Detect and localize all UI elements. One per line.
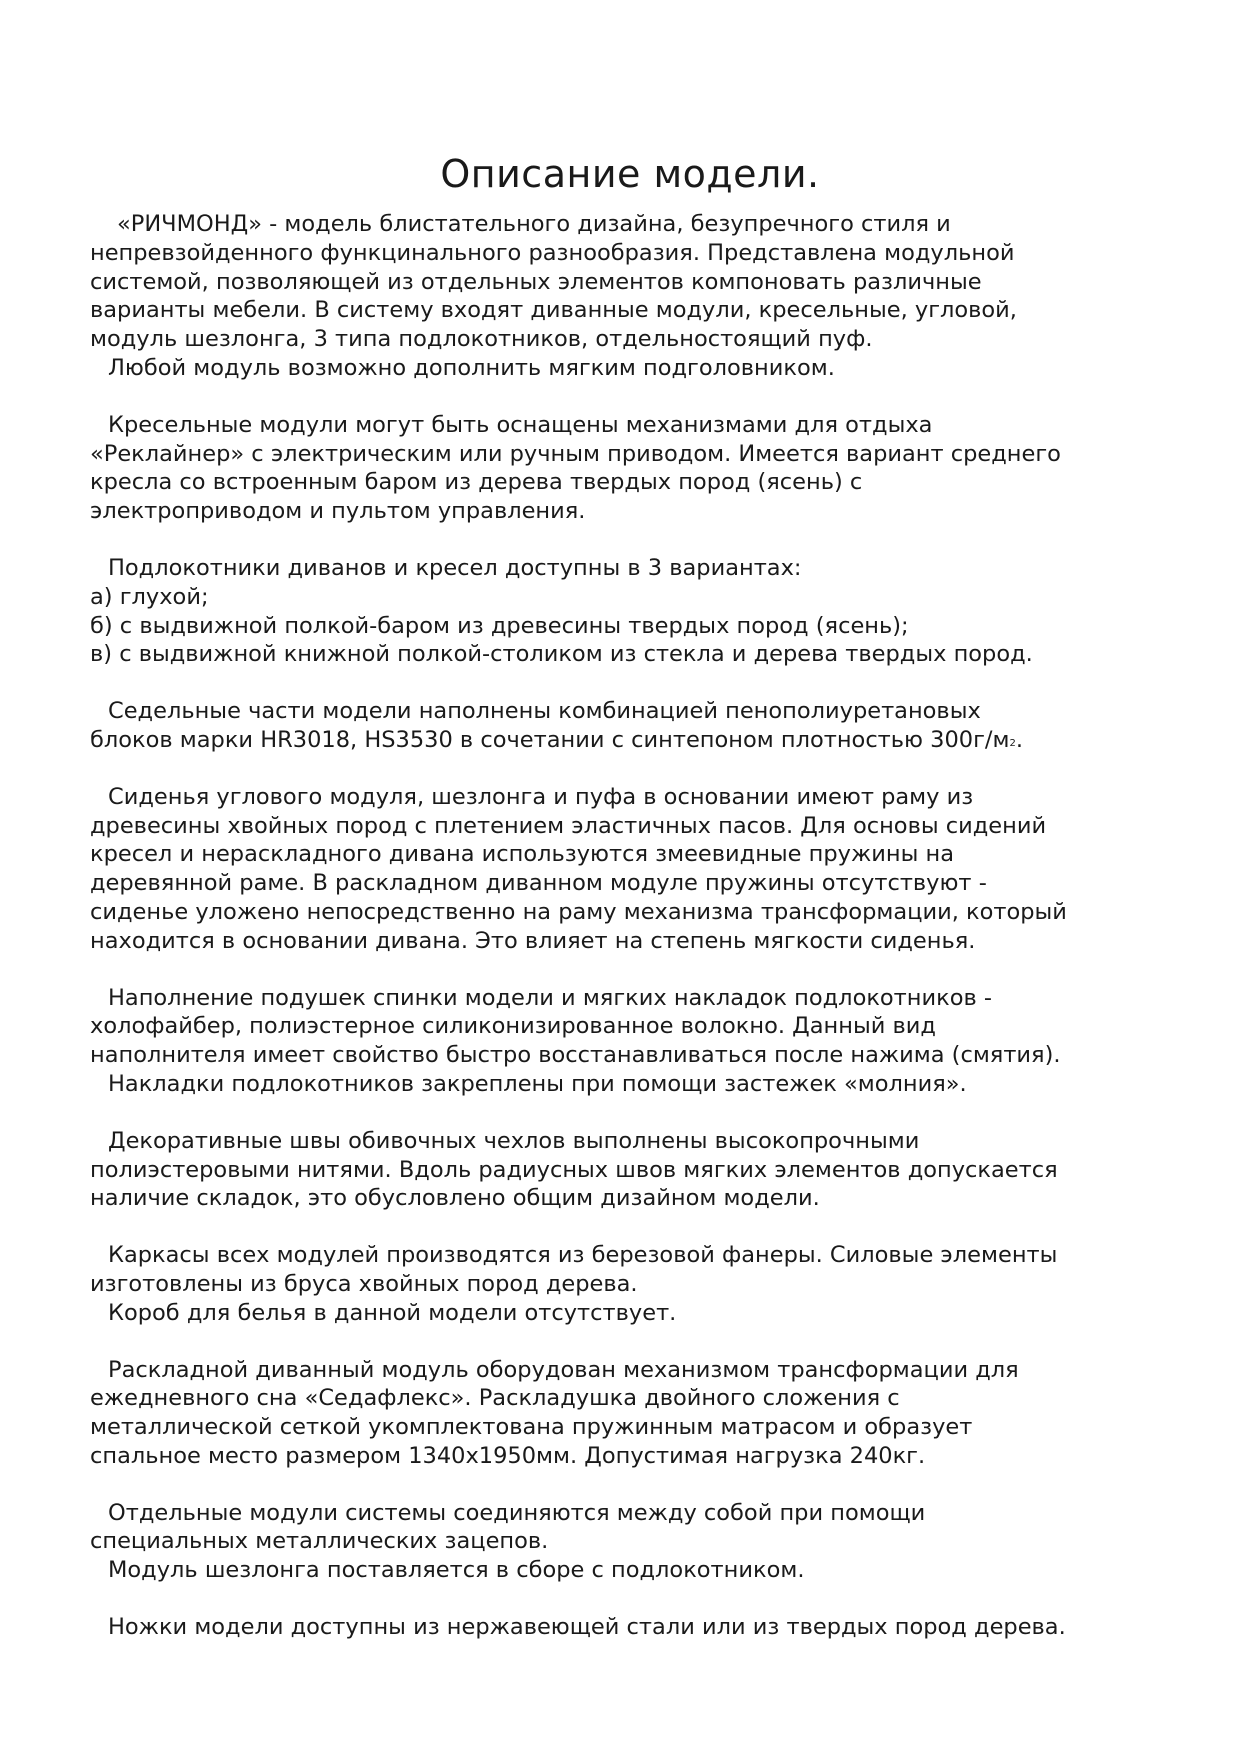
text-line: наполнителя имеет свойство быстро восстанавливаться после нажима (смятия). (90, 1042, 1061, 1069)
text-line: Модуль шезлонга поставляется в сборе с подлокотником. (108, 1557, 805, 1584)
text-line: варианты мебели. В систему входят диванные модули, кресельные, угловой, (90, 297, 1017, 324)
paragraph-cushion-filling (90, 984, 1170, 1099)
text-line: системой, позволяющей из отдельных элементов компоновать различные (90, 268, 982, 295)
text-line: Наполнение подушек спинки модели и мягких накладок подлокотников - (108, 984, 993, 1011)
text-line: кресла со встроенным баром из дерева твердых пород (ясень) с (90, 469, 863, 496)
text-line: Декоративные швы обивочных чехлов выполнены высокопрочными (108, 1127, 920, 1154)
document-page (90, 150, 1170, 1670)
text-line: электроприводом и пультом управления. (90, 498, 586, 525)
text-line: Кресельные модули могут быть оснащены механизмами для отдыха (108, 411, 933, 438)
paragraph-seat-filling (90, 697, 1170, 755)
text-line: спальное место размером 1340х1950мм. Допустимая нагрузка 240кг. (90, 1442, 926, 1469)
text-line: непревзойденного функцинального разнообразия. Представлена модульной (90, 239, 1015, 266)
text-line: металлической сеткой укомплектована пружинным матрасом и образует (90, 1414, 973, 1441)
superscript: 2 (1009, 737, 1016, 749)
paragraph-legs (90, 1613, 1170, 1642)
text-line: сиденье уложено непосредственно на раму механизма трансформации, который (90, 898, 1067, 925)
list-item: а) глухой; (90, 583, 209, 610)
text-line: кресел и нераскладного дивана используются змеевидные пружины на (90, 841, 954, 868)
paragraph-seat-frames (90, 783, 1170, 956)
text-line: древесины хвойных пород с плетением эластичных пасов. Для основы сидений (90, 812, 1047, 839)
text-line: Отдельные модули системы соединяются между собой при помощи (108, 1499, 926, 1526)
text-line: Ножки модели доступны из нержавеющей стали или из твердых пород дерева. (108, 1614, 1066, 1641)
text-line-with-superscript (90, 726, 1170, 755)
paragraph-armrests (90, 554, 1170, 669)
text-line: изготовлены из бруса хвойных пород дерева. (90, 1270, 638, 1297)
text-line: Седельные части модели наполнены комбинацией пенополиуретановых (108, 698, 981, 725)
text-line: Каркасы всех модулей производятся из березовой фанеры. Силовые элементы (108, 1242, 1058, 1269)
text-line: полиэстеровыми нитями. Вдоль радиусных швов мягких элементов допускается (90, 1156, 1058, 1183)
text-line: Короб для белья в данной модели отсутствует. (108, 1299, 677, 1326)
sentence-end: . (1015, 726, 1023, 753)
text-line: Подлокотники диванов и кресел доступны в 3 вариантах: (108, 554, 802, 581)
list-item: б) с выдвижной полкой-баром из древесины твердых пород (ясень); (90, 612, 909, 639)
paragraph-module-connection (90, 1499, 1170, 1585)
text-line: Накладки подлокотников закреплены при помощи застежек «молния». (108, 1070, 967, 1097)
list-item: в) с выдвижной книжной полкой-столиком из стекла и дерева твердых пород. (90, 641, 1033, 668)
text-line: блоков марки HR3018, HS3530 в сочетании с синтепоном плотностью 300г/м (90, 726, 1010, 753)
text-line: специальных металлических зацепов. (90, 1528, 549, 1555)
text-line: модуль шезлонга, 3 типа подлокотников, отдельностоящий пуф. (90, 326, 873, 353)
text-line: Сиденья углового модуля, шезлонга и пуфа в основании имеют раму из (108, 783, 974, 810)
paragraph-recliner-modules (90, 411, 1170, 526)
text-line: деревянной раме. В раскладном диванном модуле пружины отсутствуют - (90, 870, 987, 897)
text-line: находится в основании дивана. Это влияет на степень мягкости сиденья. (90, 927, 976, 954)
text-line: Раскладной диванный модуль оборудован механизмом трансформации для (108, 1356, 1019, 1383)
text-line: наличие складок, это обусловлено общим дизайном модели. (90, 1185, 820, 1212)
text-line: ежедневного сна «Седафлекс». Раскладушка двойного сложения с (90, 1385, 900, 1412)
text-line: Любой модуль возможно дополнить мягким подголовником. (108, 354, 835, 381)
paragraph-decorative-seams (90, 1127, 1170, 1213)
paragraph-sofa-bed-mechanism (90, 1356, 1170, 1471)
paragraph-frames (90, 1241, 1170, 1327)
text-line: «Реклайнер» с электрическим или ручным приводом. Имеется вариант среднего (90, 440, 1061, 467)
paragraph-richmond-intro (90, 210, 1170, 383)
text-line: холофайбер, полиэстерное силиконизированное волокно. Данный вид (90, 1013, 936, 1040)
text-line: «РИЧМОНД» - модель блистательного дизайна, безупречного стиля и (117, 211, 951, 237)
page-title: Описание модели. (440, 152, 820, 196)
